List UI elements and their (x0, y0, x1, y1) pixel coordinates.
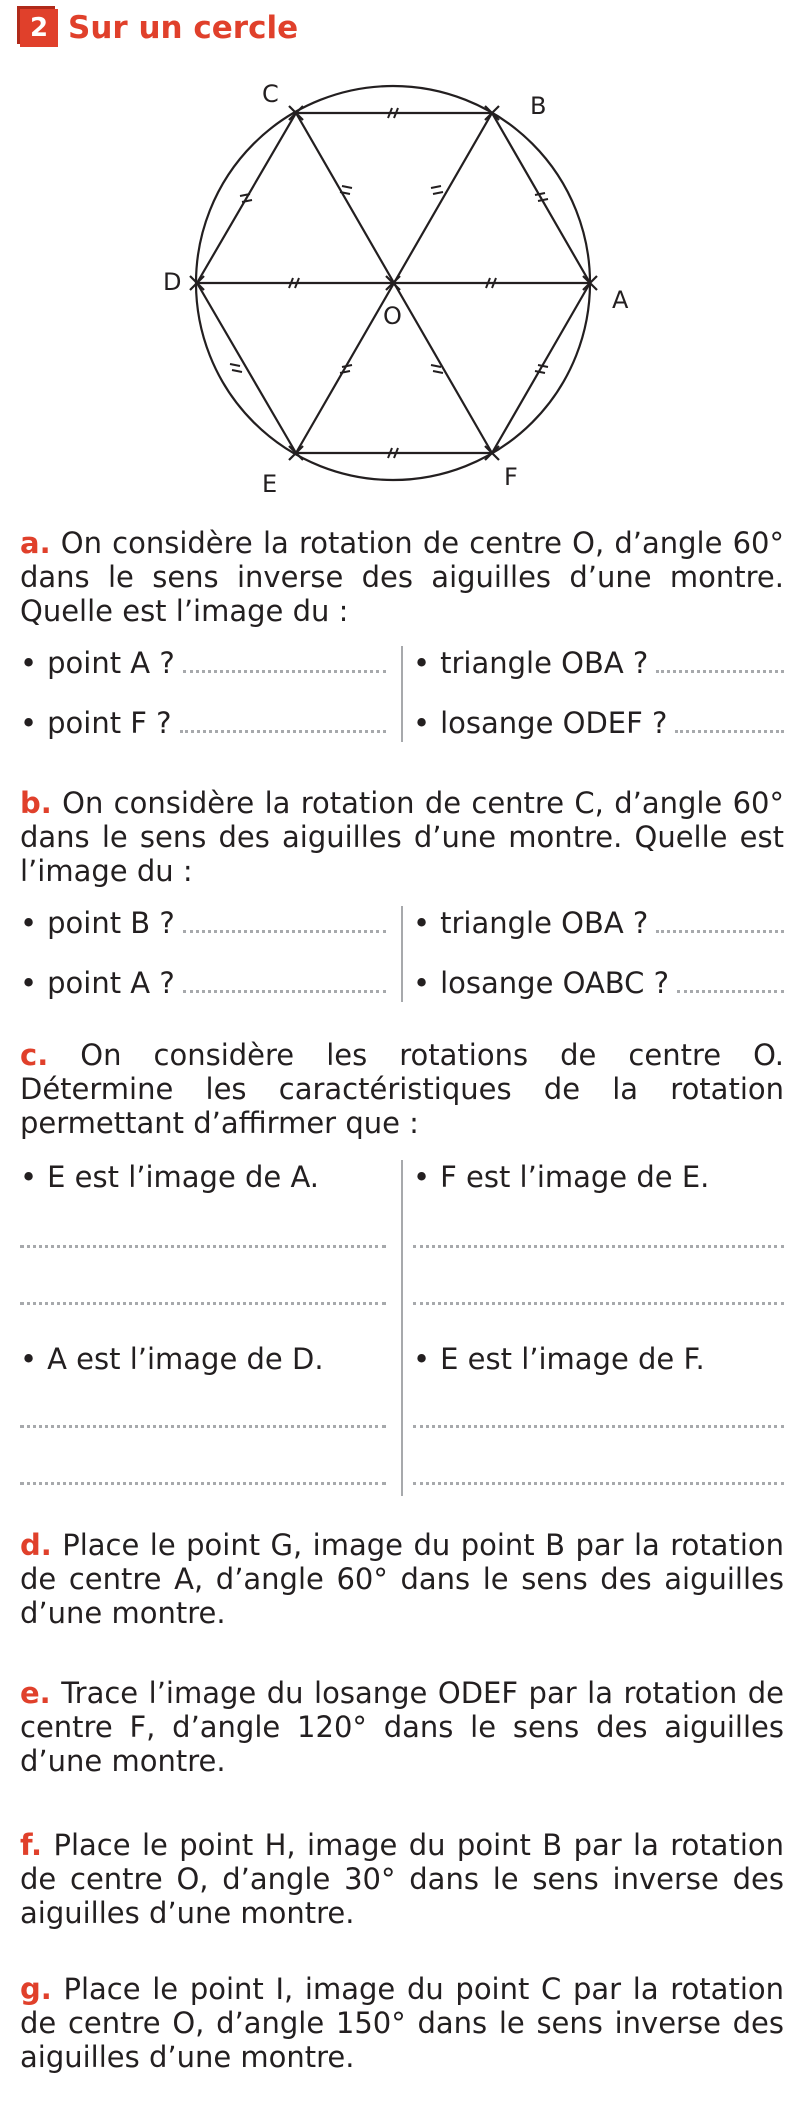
question-b (20, 786, 784, 888)
question-g-label: g. (20, 1972, 52, 2006)
answer-blank (183, 972, 386, 993)
label-A: A (612, 286, 629, 314)
label-O: O (383, 302, 402, 330)
answer-b-3[interactable]: • point A ? (20, 966, 386, 1000)
question-e-text: Trace l’image du losange ODEF par la rotation de centre F, d’angle 120° dans le sens des aiguilles d’une montre. (20, 1676, 784, 1778)
answers-a (20, 646, 784, 746)
answer-line[interactable] (20, 1425, 386, 1428)
answers-c (20, 1160, 784, 1500)
question-f (20, 1828, 784, 1930)
answer-a-4[interactable]: • losange ODEF ? (413, 706, 784, 740)
question-e (20, 1676, 784, 1778)
label-D: D (163, 268, 182, 296)
answer-a-2[interactable]: • triangle OBA ? (413, 646, 784, 680)
column-divider (401, 906, 403, 1002)
exercise-number-badge: 2 (20, 9, 58, 47)
answer-c-3-prompt: • A est l’image de D. (20, 1342, 324, 1376)
question-e-label: e. (20, 1676, 51, 1710)
question-f-text: Place le point H, image du point B par la rotation de centre O, d’angle 30° dans le sens inverse des aiguilles d’une montre. (20, 1828, 785, 1930)
question-c-label: c. (20, 1038, 49, 1072)
column-divider (401, 646, 403, 742)
answer-line[interactable] (413, 1425, 784, 1428)
question-f-label: f. (20, 1828, 43, 1862)
question-c (20, 1038, 784, 1140)
question-d-label: d. (20, 1528, 52, 1562)
answer-c-4-prompt: • E est l’image de F. (413, 1342, 705, 1376)
segment-ED (197, 283, 296, 453)
segment-DC (197, 113, 296, 283)
answer-blank (656, 912, 784, 933)
answer-c-1-prompt: • E est l’image de A. (20, 1160, 320, 1194)
answer-blank (183, 652, 386, 673)
answer-blank (180, 712, 386, 733)
answer-line[interactable] (20, 1482, 386, 1485)
question-d (20, 1528, 784, 1630)
label-E: E (262, 470, 278, 498)
question-a-label: a. (20, 526, 51, 560)
answer-blank (183, 912, 386, 933)
question-b-label: b. (20, 786, 52, 820)
answer-b-1[interactable]: • point B ? (20, 906, 386, 940)
answer-blank (675, 712, 784, 733)
answer-b-4[interactable]: • losange OABC ? (413, 966, 784, 1000)
hexagon-circle-figure (150, 70, 650, 520)
answer-blank (677, 972, 784, 993)
answer-line[interactable] (20, 1245, 386, 1248)
answer-b-2[interactable]: • triangle OBA ? (413, 906, 784, 940)
label-F: F (504, 463, 518, 491)
question-g (20, 1972, 784, 2074)
question-a (20, 526, 784, 628)
answers-b (20, 906, 784, 1006)
answer-line[interactable] (413, 1302, 784, 1305)
answer-a-1[interactable]: • point A ? (20, 646, 386, 680)
answer-line[interactable] (20, 1302, 386, 1305)
answer-c-2-prompt: • F est l’image de E. (413, 1160, 710, 1194)
exercise-header (17, 8, 298, 48)
answer-line[interactable] (413, 1245, 784, 1248)
question-g-text: Place le point I, image du point C par la rotation de centre O, d’angle 150° dans le sens inverse des aiguilles d’une montre. (20, 1972, 785, 2074)
segment-BA (492, 113, 590, 283)
column-divider (401, 1160, 403, 1496)
exercise-title: Sur un cercle (68, 10, 299, 46)
question-d-text: Place le point G, image du point B par la rotation de centre A, d’angle 60° dans le sens des aiguilles d’une montre. (20, 1528, 785, 1630)
question-b-text: On considère la rotation de centre C, d’angle 60° dans le sens des aiguilles d’une montre. Quelle est l’image du : (20, 786, 785, 888)
answer-a-3[interactable]: • point F ? (20, 706, 386, 740)
label-B: B (530, 92, 547, 120)
label-C: C (262, 80, 279, 108)
question-a-text: On considère la rotation de centre O, d’angle 60° dans le sens inverse des aiguilles d’une montre. Quelle est l’image du : (20, 526, 785, 628)
answer-line[interactable] (413, 1482, 784, 1485)
question-c-text: On considère les rotations de centre O. Détermine les caractéristiques de la rotation permettant d’affirmer que : (20, 1038, 785, 1140)
answer-blank (656, 652, 784, 673)
segment-AF (492, 283, 590, 453)
